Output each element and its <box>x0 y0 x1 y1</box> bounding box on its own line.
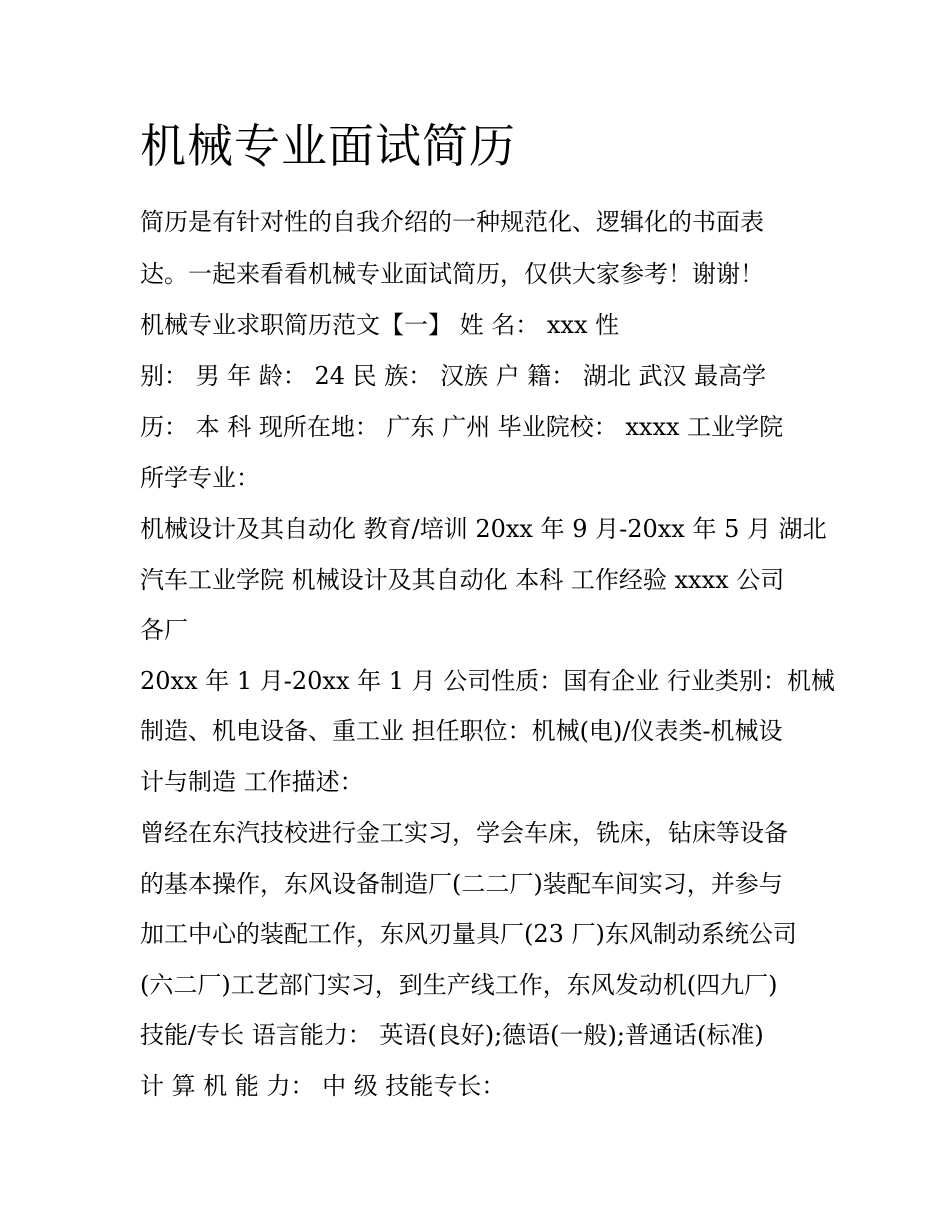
body-line: (六二厂)工艺部门实习，到生产线工作，东风发动机(四九厂) <box>140 971 778 999</box>
body-line: 计 算 机 能 力： 中 级 技能专长： <box>140 1072 506 1100</box>
body-line: 的基本操作，东风设备制造厂(二二厂)装配车间实习，并参与 <box>140 870 783 898</box>
body-line: 汽车工业学院 机械设计及其自动化 本科 工作经验 xxxx 公司 <box>140 566 785 594</box>
body-line: 机械设计及其自动化 教育/培训 20xx 年 9 月-20xx 年 5 月 湖北 <box>140 515 827 543</box>
body-line: 曾经在东汽技校进行金工实习，学会车床，铣床，钻床等设备 <box>140 819 788 847</box>
body-line: 技能/专长 语言能力： 英语(良好);德语(一般);普通话(标准) <box>140 1021 764 1049</box>
body-line: 简历是有针对性的自我介绍的一种规范化、逻辑化的书面表 <box>140 208 764 236</box>
body-line: 历： 本 科 现所在地： 广东 广州 毕业院校： xxxx 工业学院 <box>140 413 784 441</box>
body-line: 加工中心的装配工作，东风刃量具厂(23 厂)东风制动系统公司 <box>140 920 797 948</box>
body-line: 机械专业求职简历范文【一】 姓 名： xxx 性 <box>140 311 620 339</box>
body-line: 别： 男 年 龄： 24 民 族： 汉族 户 籍： 湖北 武汉 最高学 <box>140 362 767 390</box>
body-line: 各厂 <box>140 616 188 644</box>
document-title: 机械专业面试简历 <box>140 119 516 173</box>
body-line: 计与制造 工作描述： <box>140 768 364 796</box>
body-line: 20xx 年 1 月-20xx 年 1 月 公司性质：国有企业 行业类别：机械 <box>140 667 835 695</box>
body-line: 达。一起来看看机械专业面试简历，仅供大家参考！谢谢！ <box>140 260 764 288</box>
body-line: 制造、机电设备、重工业 担任职位：机械(电)/仪表类-机械设 <box>140 717 783 745</box>
body-line: 所学专业： <box>140 464 260 492</box>
